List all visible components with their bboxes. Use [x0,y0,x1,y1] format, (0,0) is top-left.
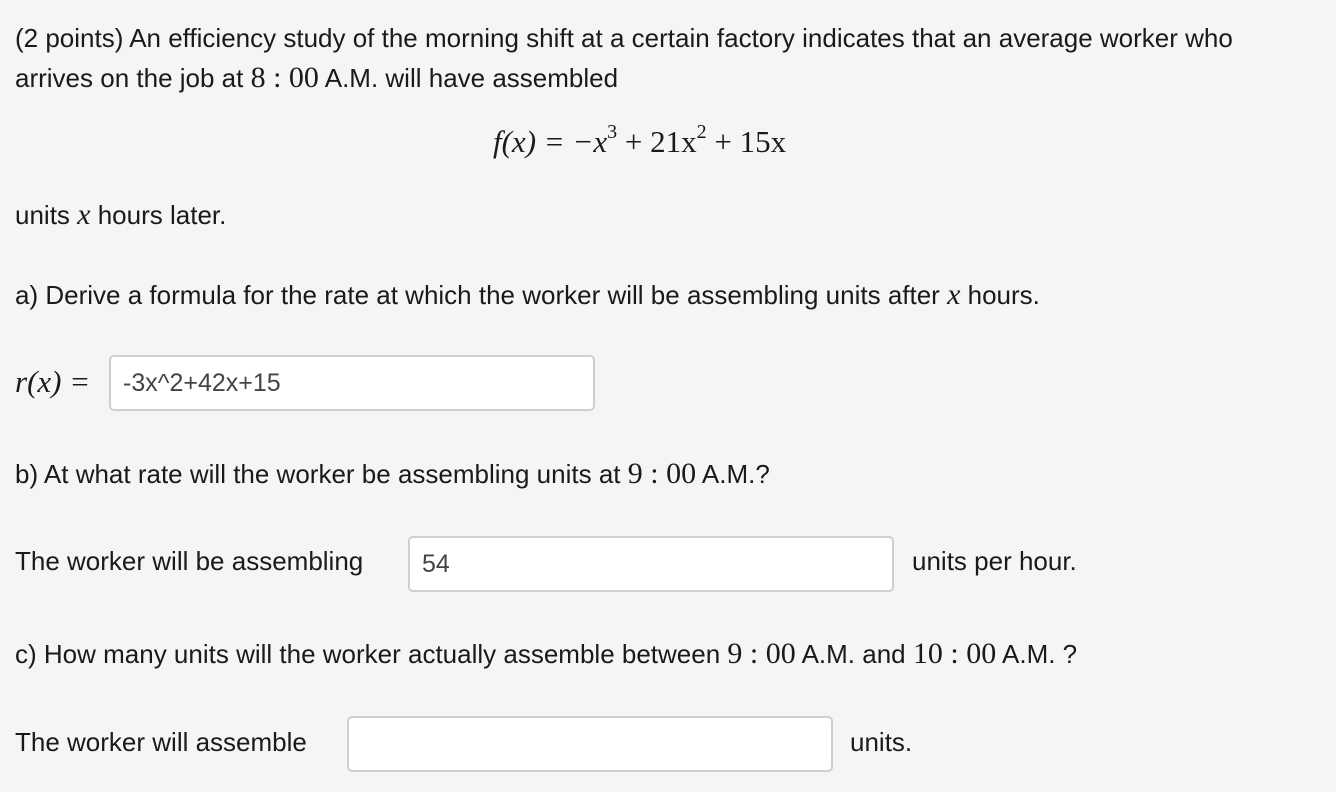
units-pre: units [15,200,70,230]
part-b-suffix: units per hour. [912,546,1077,576]
part-c-time-start: 9 : 00 [727,637,796,670]
units-answer-input[interactable] [347,716,833,772]
formula-lhs: f(x) = −x [493,124,608,159]
part-a-var: x [947,278,961,311]
intro-text-end: A.M. will have assembled [324,63,619,93]
part-a-text-end: hours. [967,280,1040,310]
function-formula [493,121,787,160]
points-label: (2 points) [15,23,124,53]
part-b-text: b) At what rate will the worker be assembling units at [15,459,621,489]
part-c-text-end: A.M. ? [1002,639,1078,669]
formula-mid: + 21x [617,124,697,159]
problem-intro [15,18,1315,98]
rate-function-label: r(x) = [15,364,91,399]
part-b-prefix: The worker will be assembling [15,546,364,576]
part-c-prefix: The worker will assemble [15,727,307,757]
rate-answer-input[interactable] [408,536,894,592]
part-a-text: a) Derive a formula for the rate at which the worker will be assembling units after [15,280,940,310]
formula-exponent-3: 3 [607,121,618,143]
part-c-time-end: 10 : 00 [912,637,997,670]
part-b-question [15,457,770,491]
units-line [15,198,226,232]
part-c-question [15,637,1077,671]
part-c-text: c) How many units will the worker actually assemble between [15,639,721,669]
part-c-suffix: units. [850,727,913,757]
units-post: hours later. [97,200,227,230]
formula-exponent-2: 2 [696,121,707,143]
start-time: 8 : 00 [250,61,319,94]
part-c-mid: A.M. and [801,639,906,669]
part-b-text-end: A.M.? [701,459,770,489]
units-var: x [77,198,91,231]
rate-formula-input[interactable] [109,355,595,411]
intro-text: An efficiency study of the morning shift at a certain factory indicates that an average worker who arrives on the job at [15,23,1233,93]
formula-rhs: + 15x [706,124,787,159]
part-b-time: 9 : 00 [627,457,697,490]
part-a-question [15,278,1040,312]
